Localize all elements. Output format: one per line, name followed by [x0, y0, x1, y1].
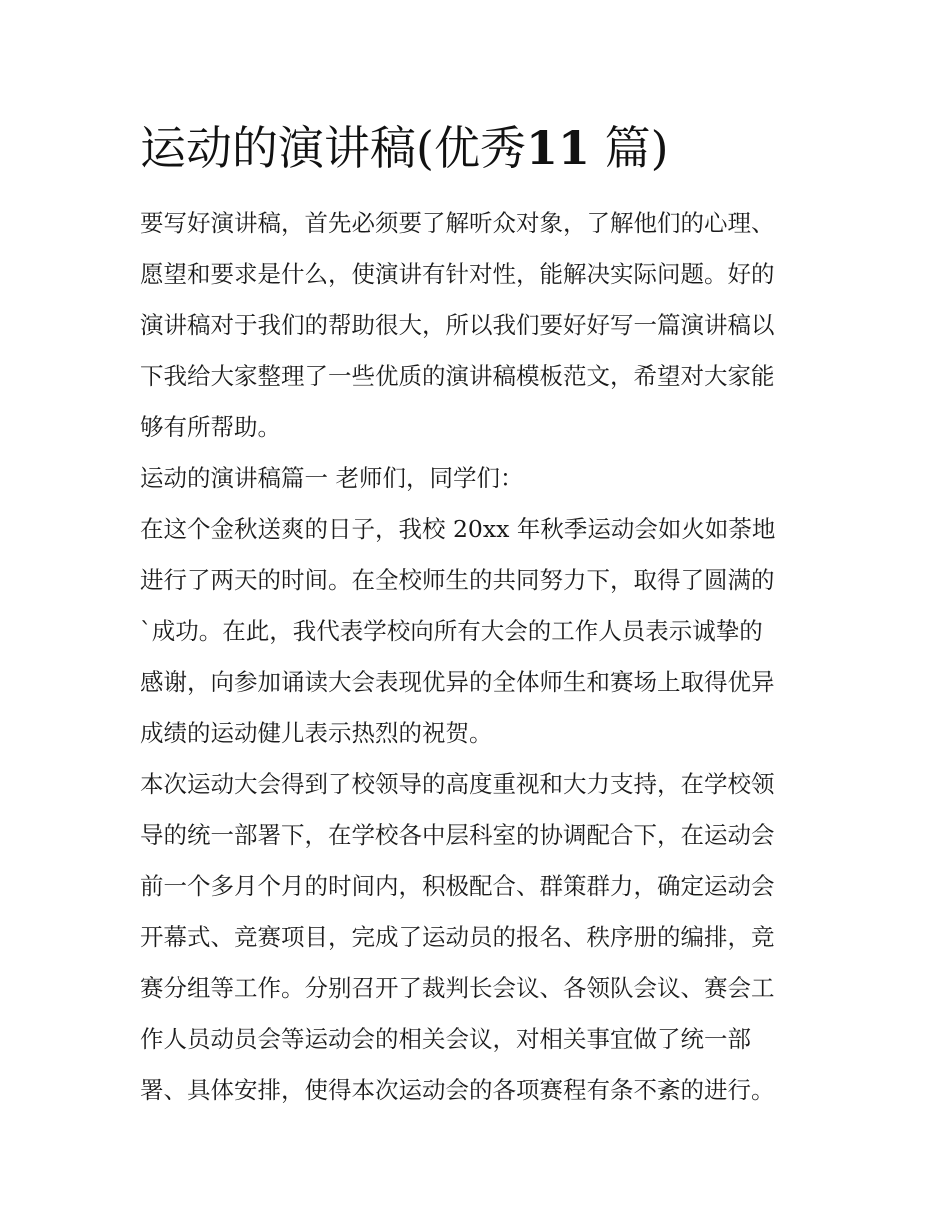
body-line: 够有所帮助。: [140, 413, 281, 441]
title-number: 11: [525, 121, 590, 175]
title-text-part2: 篇): [604, 121, 669, 175]
section-heading-line: 运动的演讲稿篇一 老师们，同学们：: [140, 464, 524, 492]
body-line: 愿望和要求是什么，使演讲有针对性，能解决实际问题。好的: [140, 260, 775, 288]
body-line: 前一个多月个月的时间内，积极配合、群策群力，确定运动会: [140, 872, 775, 900]
body-line: 成绩的运动健儿表示热烈的祝贺。: [140, 719, 493, 747]
title-text-part1: 运动的演讲稿(优秀: [140, 121, 526, 175]
body-line: 下我给大家整理了一些优质的演讲稿模板范文，希望对大家能: [140, 362, 775, 390]
body-line: 作人员动员会等运动会的相关会议，对相关事宜做了统一部: [140, 1025, 751, 1053]
body-line: 导的统一部署下，在学校各中层科室的协调配合下，在运动会: [140, 821, 775, 849]
body-line: 感谢，向参加诵读大会表现优异的全体师生和赛场上取得优异: [140, 668, 775, 696]
body-line: 在这个金秋送爽的日子，我校 20xx 年秋季运动会如火如荼地: [140, 515, 776, 543]
body-line: `成功。在此，我代表学校向所有大会的工作人员表示诚挚的: [140, 617, 763, 645]
body-line: 开幕式、竞赛项目，完成了运动员的报名、秩序册的编排，竞: [140, 923, 775, 951]
body-line: 赛分组等工作。分别召开了裁判长会议、各领队会议、赛会工: [140, 974, 775, 1002]
body-line: 要写好演讲稿，首先必须要了解听众对象，了解他们的心理、: [140, 209, 775, 237]
body-line: 进行了两天的时间。在全校师生的共同努力下，取得了圆满的: [140, 566, 775, 594]
body-line: 本次运动大会得到了校领导的高度重视和大力支持，在学校领: [140, 770, 775, 798]
body-line: 署、具体安排，使得本次运动会的各项赛程有条不紊的进行。: [140, 1076, 775, 1104]
document-title: [140, 118, 840, 178]
body-line: 演讲稿对于我们的帮助很大，所以我们要好好写一篇演讲稿以: [140, 311, 775, 339]
